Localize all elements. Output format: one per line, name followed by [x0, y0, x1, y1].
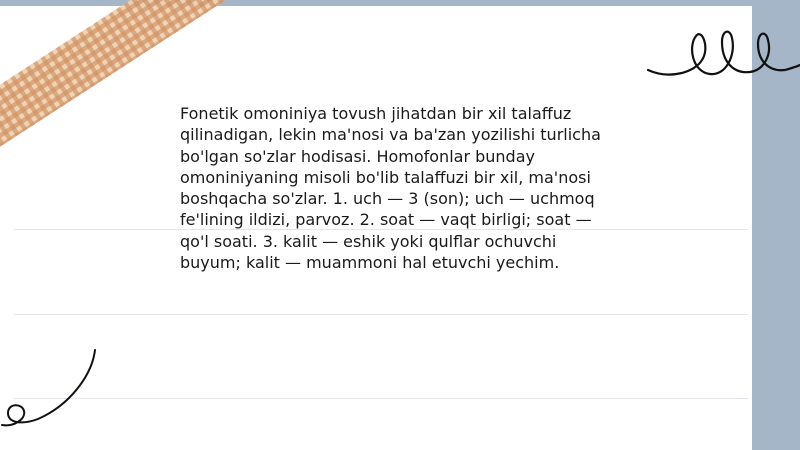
loop-scribble-icon: [640, 10, 800, 85]
ruled-line: [14, 314, 748, 315]
ruled-line: [14, 398, 748, 399]
slide-body-text: Fonetik omoniniya tovush jihatdan bir xil talaffuz qilinadigan, lekin ma'nosi va ba'zan yozilishi turlicha bo'lgan so'zlar hodisasi. Homofonlar bunday omoniniyaning misoli bo'lib talaffuzi bir xil, ma'nosi boshqacha so'zlar. 1. uch — 3 (son); uch — uchmoq fe'lining ildizi, parvoz. 2. soat — vaqt birligi; soat — qo'l soati. 3. kalit — eshik yoki qulflar ochuvchi buyum; kalit — muammoni hal etuvchi yechim.: [180, 104, 601, 273]
curl-scribble-icon: [0, 345, 105, 430]
